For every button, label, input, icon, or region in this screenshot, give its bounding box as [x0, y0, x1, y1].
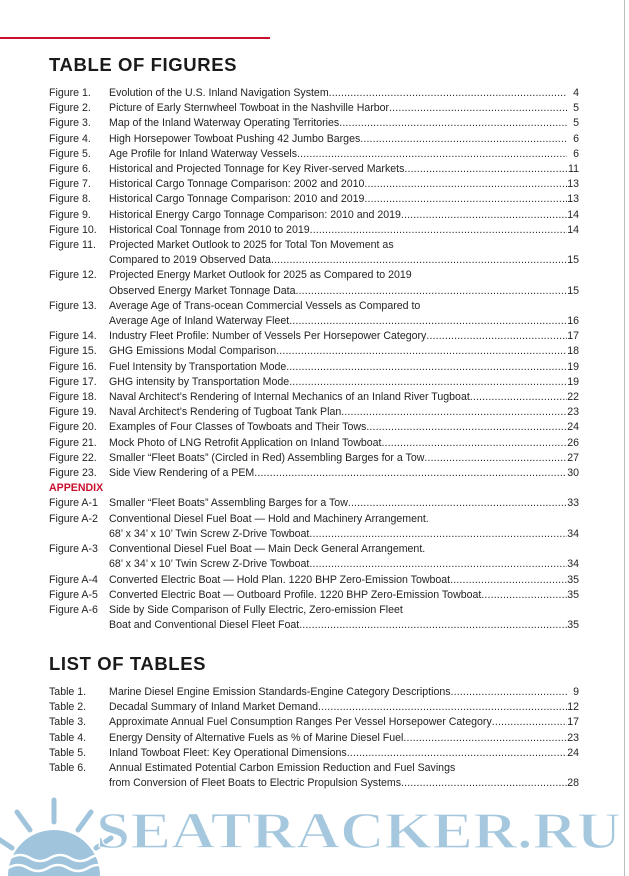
entry-title: Observed Energy Market Tonnage Data — [109, 284, 296, 297]
toc-entry[interactable] — [49, 86, 579, 101]
dot-leader — [289, 360, 567, 375]
dot-leader — [297, 147, 567, 162]
page-number: 4 — [573, 87, 579, 99]
dot-leader — [404, 162, 567, 177]
entry-title: Approximate Annual Fuel Consumption Ranges Per Vessel Horsepower Category — [109, 716, 492, 729]
toc-entry[interactable] — [49, 512, 579, 542]
entry-label: Figure 6. — [49, 163, 91, 176]
watermark — [0, 782, 629, 876]
toc-entry[interactable] — [49, 542, 579, 572]
dot-leader — [318, 700, 567, 715]
entry-title: Marine Diesel Engine Emission Standards-Engine Category Descriptions — [109, 686, 451, 698]
entry-label: Figure 19. — [49, 406, 97, 419]
entry-title: from Conversion of Fleet Boats to Electric Propulsion Systems — [109, 777, 402, 790]
entry-title: Fuel Intensity by Transportation Mode. — [109, 360, 290, 373]
page-number: 28 — [567, 777, 579, 790]
toc-entry[interactable] — [49, 238, 579, 268]
dot-leader — [339, 116, 567, 131]
entry-title: Historical Coal Tonnage from 2010 to 2019 — [109, 223, 310, 236]
toc-entry[interactable] — [49, 147, 579, 162]
dot-leader — [366, 420, 567, 435]
entry-title: Smaller “Fleet Boats” (Circled in Red) Assembling Barges for a Tow — [109, 451, 425, 464]
entry-title: Converted Electric Boat — Hold Plan. 1220 BHP Zero-Emission Towboat — [109, 573, 451, 586]
page-number: 15 — [567, 284, 579, 297]
page-number: 17 — [567, 716, 579, 729]
page-number: 33 — [567, 497, 579, 510]
entry-title: Age Profile for Inland Waterway Vessels — [109, 147, 298, 160]
entry-label: Figure A-3 — [49, 543, 98, 556]
dot-leader — [289, 314, 567, 329]
toc-entry[interactable] — [49, 132, 579, 147]
entry-title: Map of the Inland Waterway Operating Territories — [109, 117, 340, 130]
page-number: 14 — [567, 208, 579, 221]
page-number: 22 — [567, 391, 579, 404]
dot-leader — [254, 466, 567, 481]
entry-title-line: Average Age of Trans-ocean Commercial Vessels as Compared to — [109, 299, 421, 312]
dot-leader — [341, 405, 567, 420]
entry-label: Table 3. — [49, 716, 87, 729]
toc-entry[interactable] — [49, 329, 579, 344]
toc-entry[interactable] — [49, 451, 579, 466]
entry-title: Compared to 2019 Observed Data — [109, 254, 271, 267]
entry-label: Table 5. — [49, 746, 87, 759]
entry-label: Figure 22. — [49, 451, 97, 464]
page-number: 35 — [567, 619, 579, 632]
page-number: 19 — [567, 360, 579, 373]
dot-leader — [470, 390, 567, 405]
toc-entry[interactable] — [49, 496, 579, 511]
dot-leader — [426, 329, 567, 344]
dot-leader — [295, 284, 567, 299]
toc-entry[interactable] — [49, 731, 579, 746]
entry-title: Picture of Early Sternwheel Towboat in the Nashville Harbor — [109, 102, 390, 115]
dot-leader — [360, 132, 567, 147]
sun-logo-icon — [0, 800, 111, 876]
dot-leader — [403, 731, 567, 746]
toc-entry[interactable] — [49, 223, 579, 238]
entry-title: GHG intensity by Transportation Mode — [109, 375, 290, 388]
entry-title: High Horsepower Towboat Pushing 42 Jumbo Barges — [109, 132, 361, 145]
entry-title: Mock Photo of LNG Retrofit Application on Inland Towboat — [109, 436, 382, 449]
entry-label: Figure 16. — [49, 360, 97, 373]
toc-entry[interactable] — [49, 603, 579, 633]
dot-leader — [271, 253, 567, 268]
entry-title: GHG Emissions Modal Comparison — [109, 345, 277, 358]
dot-leader — [309, 527, 567, 542]
dot-leader — [451, 685, 567, 700]
entry-title: Naval Architect’s Rendering of Internal Mechanics of an Inland River Tugboat — [109, 391, 470, 404]
entry-title: Historical Cargo Tonnage Comparison: 2002 and 2010 — [109, 178, 365, 191]
dot-leader — [310, 223, 567, 238]
entry-title: Energy Density of Alternative Fuels as % of Marine Diesel Fuel — [109, 731, 404, 744]
entry-label: Figure 23. — [49, 467, 97, 480]
page-number: 23 — [567, 731, 579, 744]
page-number: 15 — [567, 254, 579, 267]
appendix-label: APPENDIX — [49, 482, 104, 495]
entry-label: Figure 9. — [49, 208, 91, 221]
page-number: 14 — [567, 223, 579, 236]
entry-label: Figure 7. — [49, 178, 91, 191]
page-number: 35 — [567, 588, 579, 601]
toc-entry[interactable] — [49, 390, 579, 405]
toc-entry[interactable] — [49, 344, 579, 359]
entry-title: Smaller “Fleet Boats” Assembling Barges for a Tow — [109, 497, 348, 510]
page-number: 6 — [573, 147, 579, 160]
toc-entry[interactable] — [49, 685, 579, 700]
dot-leader — [289, 375, 567, 390]
page-number: 24 — [567, 746, 579, 759]
toc-entry[interactable] — [49, 588, 579, 603]
entry-label: Table 2. — [49, 701, 87, 714]
entry-label: Table 6. — [49, 762, 87, 775]
dot-leader — [381, 436, 567, 451]
toc-entry[interactable] — [49, 746, 579, 761]
entry-title: Evolution of the U.S. Inland Navigation System — [109, 87, 329, 99]
toc-entry[interactable] — [49, 715, 579, 730]
page-number: 11 — [568, 163, 579, 176]
page-number: 12 — [567, 701, 579, 714]
page-number: 16 — [567, 315, 579, 328]
dot-leader — [492, 715, 567, 730]
page-number: 5 — [573, 102, 579, 115]
watermark-text: SEATRACKER.RU — [96, 803, 621, 860]
page-number: 18 — [567, 345, 579, 358]
entry-title: Decadal Summary of Inland Market Demand — [109, 701, 319, 714]
page-number: 13 — [567, 193, 579, 206]
entry-label: Figure 18. — [49, 391, 97, 404]
toc-entry[interactable] — [49, 466, 579, 481]
toc-entry[interactable] — [49, 436, 579, 451]
entry-label: Figure 5. — [49, 147, 91, 160]
entry-title-line: Annual Estimated Potential Carbon Emission Reduction and Fuel Savings — [109, 762, 456, 775]
toc-entry[interactable] — [49, 360, 579, 375]
entry-label: Figure 20. — [49, 421, 97, 434]
entry-title: Industry Fleet Profile: Number of Vessels Per Horsepower Category — [109, 330, 427, 343]
toc-entry[interactable] — [49, 116, 579, 131]
toc-entry[interactable] — [49, 420, 579, 435]
entry-label: Table 4. — [49, 731, 87, 744]
toc-entry[interactable] — [49, 162, 579, 177]
toc-entry[interactable] — [49, 177, 579, 192]
toc-entry[interactable] — [49, 208, 579, 223]
dot-leader — [299, 618, 567, 633]
page-number: 9 — [573, 686, 579, 698]
entry-title-line: Projected Market Outlook to 2025 for Total Ton Movement as — [109, 239, 394, 252]
page-number: 5 — [573, 117, 579, 130]
entry-title: Inland Towboat Fleet: Key Operational Dimensions — [109, 746, 347, 759]
entry-title: Side View Rendering of a PEM — [109, 467, 255, 480]
entry-label: Figure 21. — [49, 436, 97, 449]
page-number: 30 — [567, 467, 579, 480]
entry-label: Figure A-5 — [49, 588, 98, 601]
page-number: 34 — [567, 558, 579, 571]
toc-entry[interactable] — [49, 192, 579, 207]
entry-label: Figure A-4 — [49, 573, 98, 586]
entry-label: Figure 8. — [49, 193, 91, 206]
page-number: 27 — [567, 451, 579, 464]
page-number: 23 — [567, 406, 579, 419]
entry-title: Historical and Projected Tonnage for Key River-served Markets — [109, 163, 405, 176]
dot-leader — [389, 101, 567, 116]
entry-title: Historical Cargo Tonnage Comparison: 2010 and 2019 — [109, 193, 365, 206]
dot-leader — [450, 573, 567, 588]
entry-title: Naval Architect’s Rendering of Tugboat Tank Plan — [109, 406, 342, 419]
toc-entry[interactable] — [49, 101, 579, 116]
toc-entry[interactable] — [49, 299, 579, 329]
entry-label: Table 1. — [49, 686, 87, 698]
entry-label: Figure A-6 — [49, 603, 98, 616]
entry-label: Figure 1. — [49, 87, 91, 99]
tables-heading: LIST OF TABLES — [49, 653, 207, 674]
entry-label: Figure 2. — [49, 102, 91, 115]
page-number: 34 — [567, 527, 579, 540]
entry-label: Figure 13. — [49, 299, 97, 312]
dot-leader — [424, 451, 567, 466]
entry-label: Figure 12. — [49, 269, 97, 282]
dot-leader — [348, 496, 567, 511]
top-accent-rule — [0, 37, 270, 39]
entry-title: 68’ x 34’ x 10’ Twin Screw Z-Drive Towboat — [109, 558, 310, 571]
entry-label: Figure 11. — [49, 239, 96, 252]
entry-label: Figure 10. — [49, 223, 97, 236]
entry-title: Average Age of Inland Waterway Fleet — [109, 315, 290, 328]
toc-entry[interactable] — [49, 573, 579, 588]
figures-heading: TABLE OF FIGURES — [49, 54, 238, 75]
dot-leader — [347, 746, 567, 761]
page-number: 26 — [567, 436, 579, 449]
figures-list — [49, 86, 579, 633]
entry-title: Converted Electric Boat — Outboard Profile. 1220 BHP Zero-Emission Towboat — [109, 588, 482, 601]
entry-label: Figure 15. — [49, 345, 97, 358]
toc-entry[interactable] — [49, 268, 579, 298]
entry-label: Figure A-1 — [49, 497, 98, 510]
dot-leader — [276, 344, 567, 359]
page-edge-line — [624, 0, 625, 876]
entry-label: Figure A-2 — [49, 512, 98, 525]
toc-entry[interactable] — [49, 405, 579, 420]
entry-title-line: Conventional Diesel Fuel Boat — Main Deck General Arrangement. — [109, 543, 426, 556]
page-number: 13 — [567, 178, 579, 191]
toc-entry[interactable] — [49, 375, 579, 390]
dot-leader — [364, 177, 567, 192]
entry-label: Figure 17. — [49, 375, 97, 388]
dot-leader — [401, 208, 567, 223]
tables-list — [49, 685, 579, 791]
entry-title: Examples of Four Classes of Towboats and Their Tows — [109, 421, 367, 434]
entry-label: Figure 14. — [49, 330, 97, 343]
entry-title-line: Projected Energy Market Outlook for 2025 as Compared to 2019 — [109, 269, 412, 282]
entry-title: 68’ x 34’ x 10’ Twin Screw Z-Drive Towboat — [109, 527, 310, 540]
entry-title: Historical Energy Cargo Tonnage Comparison: 2010 and 2019 — [109, 208, 401, 221]
entry-title: Boat and Conventional Diesel Fleet Foat — [109, 619, 300, 632]
page-number: 17 — [567, 330, 579, 343]
page-number: 19 — [567, 375, 579, 388]
page-number: 6 — [573, 132, 579, 145]
dot-leader — [481, 588, 567, 603]
entry-label: Figure 4. — [49, 132, 91, 145]
page-number: 24 — [567, 421, 579, 434]
entry-label: Figure 3. — [49, 117, 91, 130]
dot-leader — [309, 557, 567, 572]
dot-leader — [364, 192, 567, 207]
entry-title-line: Conventional Diesel Fuel Boat — Hold and Machinery Arrangement. — [109, 512, 429, 525]
toc-entry[interactable] — [49, 700, 579, 715]
dot-leader — [329, 86, 567, 101]
page-number: 35 — [567, 573, 579, 586]
entry-title-line: Side by Side Comparison of Fully Electric, Zero-emission Fleet — [109, 603, 403, 616]
